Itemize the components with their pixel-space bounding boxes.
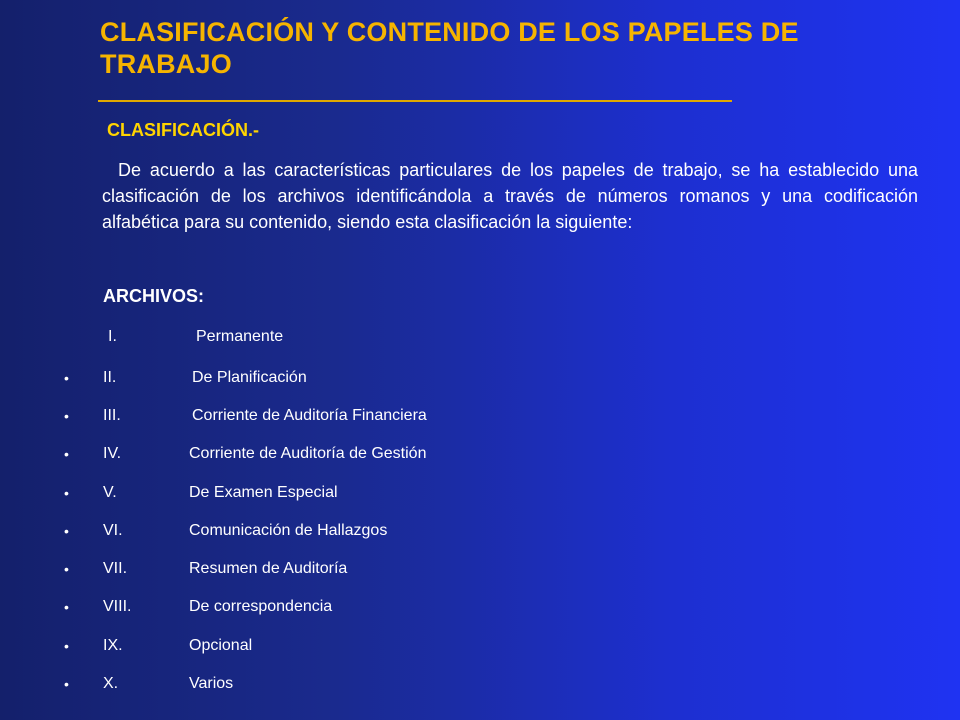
item-label: De Planificación — [192, 369, 307, 386]
list-item — [60, 557, 760, 581]
list-item — [60, 595, 760, 619]
item-label: Comunicación de Hallazgos — [189, 522, 388, 539]
item-numeral: III. — [103, 407, 121, 424]
list-item — [60, 404, 760, 428]
list-item — [60, 672, 760, 696]
item-label: De correspondencia — [189, 598, 333, 615]
list-item — [60, 442, 760, 466]
title-underline — [98, 100, 732, 102]
bullet-icon: • — [64, 446, 69, 462]
section-heading: CLASIFICACIÓN.- — [107, 120, 259, 140]
list-item — [60, 481, 760, 505]
item-label: Opcional — [189, 637, 253, 654]
item-numeral: VII. — [103, 560, 128, 577]
item-label: Corriente de Auditoría de Gestión — [189, 445, 427, 462]
bullet-icon: • — [64, 523, 69, 539]
bullet-icon: • — [64, 638, 69, 654]
list-item — [60, 366, 760, 390]
item-numeral: II. — [103, 369, 117, 386]
list-item — [60, 325, 760, 349]
bullet-icon: • — [64, 599, 69, 615]
bullet-icon: • — [64, 408, 69, 424]
item-numeral: VI. — [103, 522, 123, 539]
bullet-icon: • — [64, 485, 69, 501]
item-label: Corriente de Auditoría Financiera — [192, 407, 427, 424]
item-label: Resumen de Auditoría — [189, 560, 348, 577]
archivos-heading: ARCHIVOS: — [103, 286, 205, 306]
item-numeral: V. — [103, 484, 117, 501]
item-numeral: VIII. — [103, 598, 132, 615]
list-item — [60, 519, 760, 543]
item-numeral: IX. — [103, 637, 123, 654]
slide-title: CLASIFICACIÓN Y CONTENIDO DE LOS PAPELES DE TRABAJO — [100, 17, 799, 79]
item-numeral: IV. — [103, 445, 122, 462]
bullet-icon: • — [64, 561, 69, 577]
intro-paragraph: De acuerdo a las características particulares de los papeles de trabajo, se ha establecido una clasificación de los archivos identificándola a través de números romanos y una codificación alfabética para su contenido, siendo esta clasificación la siguiente: — [102, 160, 918, 232]
bullet-icon: • — [64, 370, 69, 386]
bullet-icon: • — [64, 676, 69, 692]
item-label: Permanente — [196, 328, 284, 345]
item-label: Varios — [189, 675, 234, 692]
item-label: De Examen Especial — [189, 484, 338, 501]
list-item — [60, 634, 760, 658]
item-numeral: I. — [108, 328, 117, 345]
item-numeral: X. — [103, 675, 119, 692]
